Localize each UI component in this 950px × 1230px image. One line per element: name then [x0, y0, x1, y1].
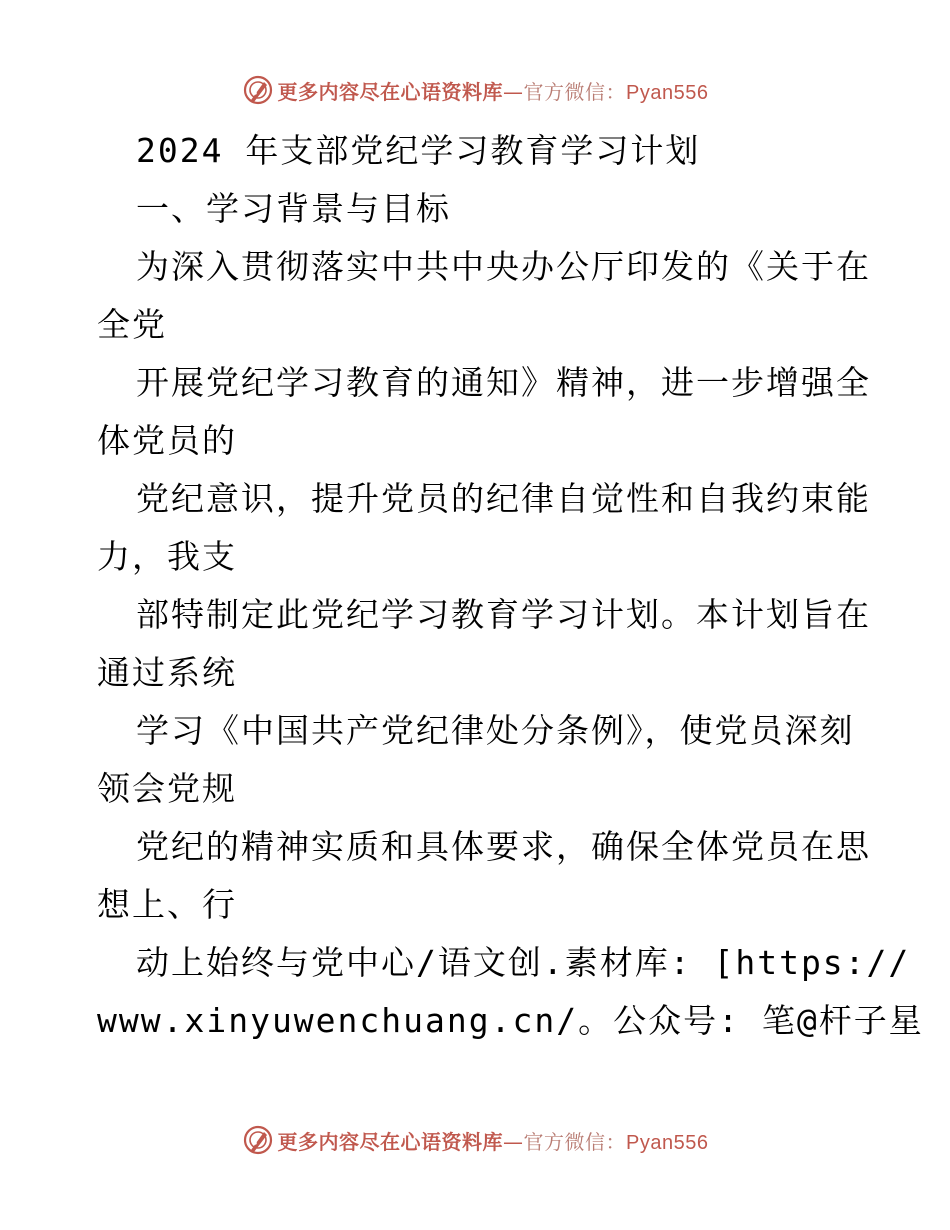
watermark-text — [278, 1126, 709, 1155]
paragraph-line: 为深入贯彻落实中共中央办公厅印发的《关于在 — [136, 247, 871, 286]
watermark-wechat-id: Pyan556 — [626, 1131, 709, 1154]
watermark-main-text: 更多内容尽在心语资料库 — [277, 1129, 504, 1154]
paragraph-line: 党纪意识，提升党员的纪律自觉性和自我约束能 — [136, 479, 871, 518]
pen-nib-logo-icon — [242, 74, 274, 106]
paragraph-line-with-link: 动上始终与党中心/语文创.素材库: [https:// — [136, 943, 911, 982]
paragraph-line: 全党 — [97, 305, 167, 344]
watermark-wechat-id: Pyan556 — [626, 81, 709, 104]
watermark-main-text: 更多内容尽在心语资料库 — [277, 79, 504, 104]
pen-nib-logo-icon — [242, 1124, 274, 1156]
watermark-text — [278, 76, 709, 105]
paragraph-line-with-link: www.xinyuwenchuang.cn/。公众号: 笔@杆子星 — [97, 1001, 924, 1040]
watermark-label: 官方微信： — [523, 79, 627, 104]
paragraph-line: 力，我支 — [97, 537, 237, 576]
watermark-separator: — — [503, 79, 524, 104]
paragraph-line: 开展党纪学习教育的通知》精神，进一步增强全 — [136, 363, 871, 402]
document-title: 2024 年支部党纪学习教育学习计划 — [136, 131, 701, 170]
paragraph-line: 学习《中国共产党纪律处分条例》，使党员深刻 — [136, 711, 855, 750]
footer-watermark-banner — [0, 1120, 950, 1160]
watermark-label: 官方微信： — [523, 1129, 627, 1154]
section-heading: 一、学习背景与目标 — [136, 189, 451, 228]
paragraph-line: 党纪的精神实质和具体要求，确保全体党员在思 — [136, 827, 871, 866]
watermark-separator: — — [503, 1129, 524, 1154]
paragraph-line: 领会党规 — [97, 769, 237, 808]
header-watermark-banner — [0, 70, 950, 110]
paragraph-line: 体党员的 — [97, 421, 237, 460]
paragraph-line: 部特制定此党纪学习教育学习计划。本计划旨在 — [136, 595, 871, 634]
paragraph-line: 想上、行 — [97, 885, 237, 924]
paragraph-line: 通过系统 — [97, 653, 237, 692]
document-body — [97, 122, 924, 1050]
